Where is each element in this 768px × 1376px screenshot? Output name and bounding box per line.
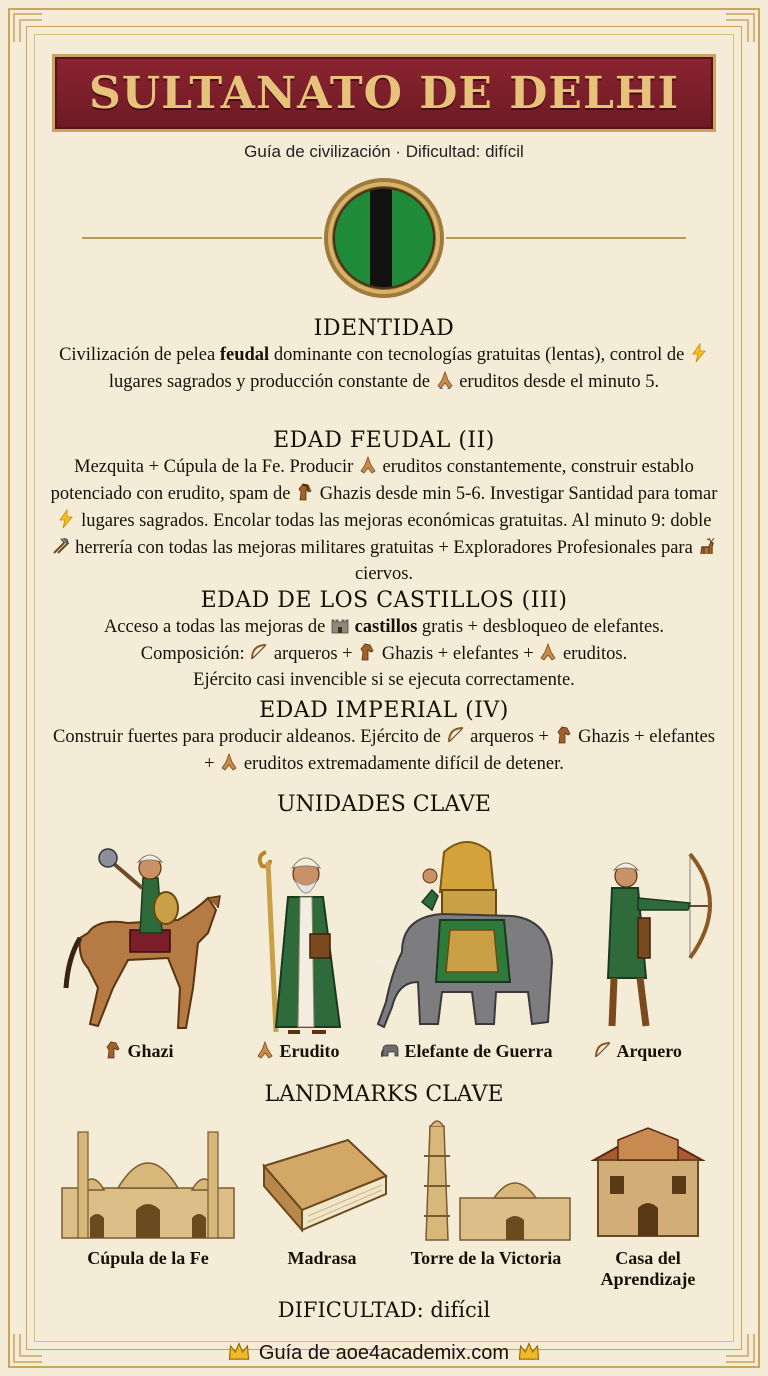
section-text-feudal: Mezquita + Cúpula de la Fe. Producir eruditos constantemente, construir establo potenciado con erudito, spam de Ghazis desde min 5-6. Investigar Santidad para tomar lugares sagrados. Encolar todas las mejoras económicas gratuitas. Al minuto 9: doble herrería con todas las mejoras militares gratuitas + Exploradores Profesionales para ciervos. [50, 457, 718, 584]
hammer-pick-icon [51, 536, 71, 563]
landmark-label-house-of-learning: Casa del Aprendizaje [600, 1248, 696, 1289]
landmarks-heading: LANDMARKS CLAVE [264, 1082, 504, 1107]
castle-icon [330, 615, 350, 642]
bow-icon [446, 725, 466, 752]
unit-label-war-elephant: Elefante de Guerra [380, 1040, 552, 1065]
section-heading-identity: IDENTIDAD [313, 316, 455, 341]
unit-archer-illustration [590, 848, 720, 1038]
page-subtitle: Guía de civilización · Dificultad: difícil [244, 142, 524, 161]
unit-ghazi-illustration [58, 838, 228, 1038]
praying-hands-icon [219, 752, 239, 779]
section-castle-age [50, 588, 718, 692]
difficulty-label: DIFICULTAD: [277, 1298, 424, 1322]
praying-hands-icon [435, 370, 455, 397]
civilization-flag-emblem [322, 176, 446, 300]
bow-icon [249, 642, 269, 669]
crown-icon [225, 1340, 253, 1370]
horse-icon [554, 725, 574, 752]
divider-left [82, 237, 322, 239]
landmark-label-cupula: Cúpula de la Fe [87, 1248, 209, 1268]
corner-ornament-icon [716, 12, 756, 52]
corner-ornament-icon [12, 12, 52, 52]
divider-right [446, 237, 686, 239]
landmark-victory-tower-illustration [416, 1116, 572, 1246]
section-feudal-age [50, 428, 718, 586]
section-heading-imperial: EDAD IMPERIAL (IV) [259, 698, 509, 723]
unit-label-ghazi: Ghazi [103, 1040, 174, 1065]
page-title: SULTANATO DE DELHI [88, 67, 680, 119]
section-heading-castle: EDAD DE LOS CASTILLOS (III) [200, 588, 568, 613]
lightning-icon [56, 509, 76, 536]
lightning-icon [689, 343, 709, 370]
landmark-label-madrasa: Madrasa [287, 1248, 357, 1268]
horse-icon [295, 482, 315, 509]
unit-scholar-illustration [248, 842, 358, 1038]
unit-label-archer: Arquero [593, 1040, 682, 1065]
horse-icon [357, 642, 377, 669]
footer-credit [0, 1340, 768, 1370]
landmark-house-of-learning-illustration [588, 1120, 708, 1244]
elephant-icon [380, 1040, 400, 1065]
landmark-label-victory-tower: Torre de la Victoria [410, 1248, 562, 1268]
praying-hands-icon [255, 1040, 275, 1065]
section-heading-feudal: EDAD FEUDAL (II) [273, 428, 495, 453]
difficulty-line [0, 1298, 768, 1322]
landmark-cupula-illustration [60, 1118, 236, 1246]
bow-icon [593, 1040, 613, 1065]
praying-hands-icon [358, 455, 378, 482]
landmark-madrasa-illustration [258, 1136, 390, 1240]
section-imperial-age [50, 698, 718, 779]
praying-hands-icon [538, 642, 558, 669]
section-text-identity: Civilización de pelea feudal dominante con tecnologías gratuitas (lentas), control de lugares sagrados y producción constante de eruditos desde el minuto 5. [50, 343, 718, 397]
section-text-imperial: Construir fuertes para producir aldeanos. Ejército de arqueros + Ghazis + elefantes + eruditos extremadamente difícil de detener. [50, 725, 718, 779]
unit-label-scholar: Erudito [255, 1040, 340, 1065]
footer-link[interactable]: Guía de aoe4academix.com [258, 1342, 510, 1364]
title-banner [52, 54, 716, 132]
difficulty-value: difícil [423, 1298, 491, 1322]
horse-icon [103, 1040, 123, 1065]
section-identity [50, 316, 718, 397]
crown-icon [515, 1340, 543, 1370]
unit-war-elephant-illustration [372, 832, 562, 1038]
units-heading: UNIDADES CLAVE [277, 792, 491, 817]
deer-icon [697, 536, 717, 563]
section-text-castle: Acceso a todas las mejoras de castillos gratis + desbloqueo de elefantes. Composición: arqueros + Ghazis + elefantes + eruditos. Ejército casi invencible si se ejecuta correctamente. [103, 617, 665, 690]
